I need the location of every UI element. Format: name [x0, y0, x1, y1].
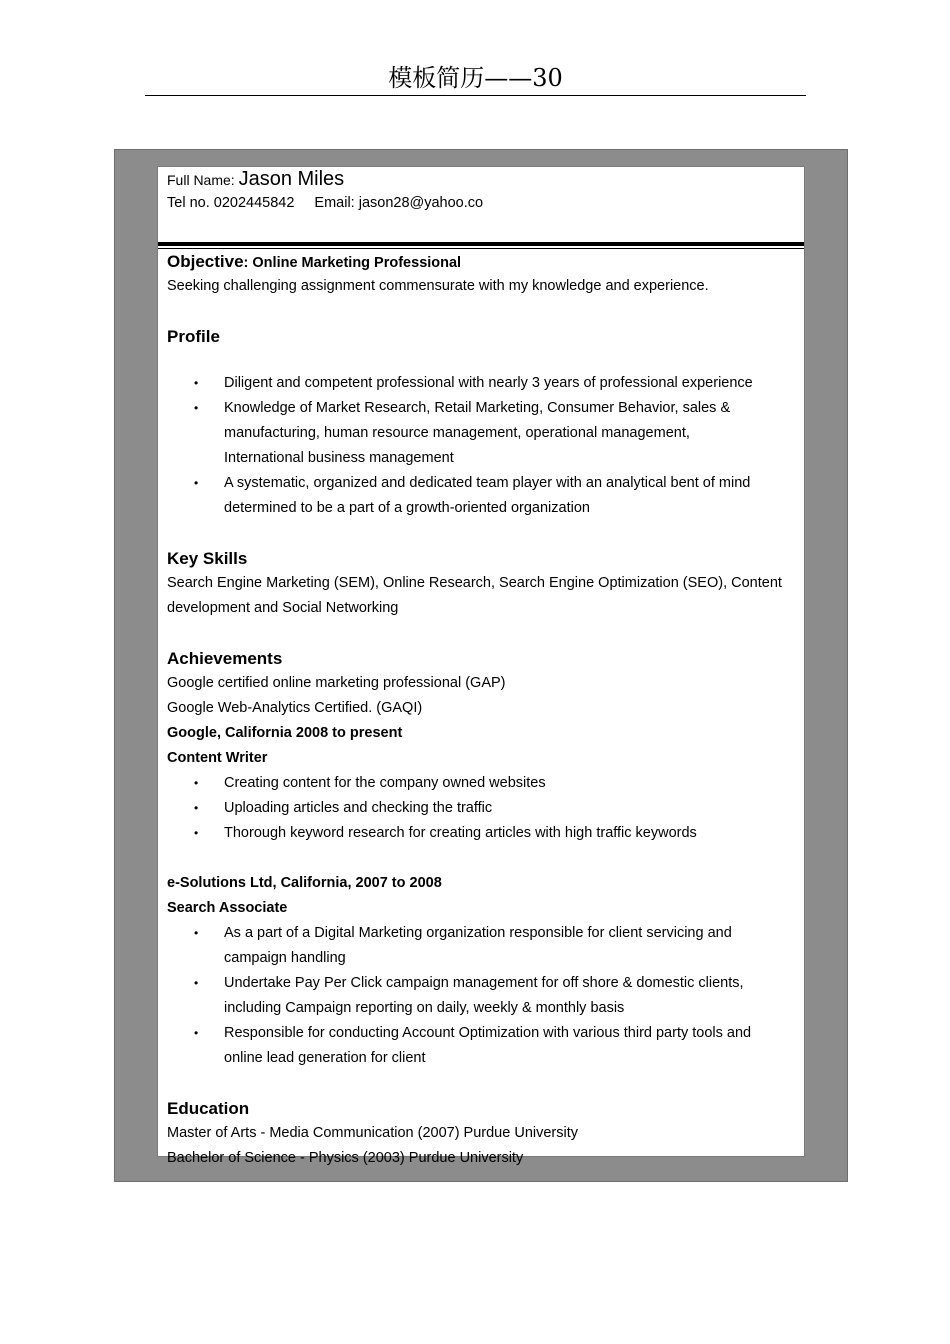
page-title: 模板简历——30: [145, 62, 806, 96]
bullet-continuation: online lead generation for client: [224, 1050, 426, 1066]
bullet-item: [167, 371, 799, 396]
bullet-item: [167, 821, 799, 846]
achievements-title: Achievements: [167, 649, 283, 668]
header-divider-thick: [158, 242, 804, 246]
profile-title: Profile: [167, 327, 220, 346]
bullet-item: [167, 771, 799, 796]
bullet-dot-icon: •: [194, 801, 199, 815]
full-name-line: [167, 167, 344, 192]
bullet-text: Thorough keyword research for creating articles with high traffic keywords: [224, 825, 697, 841]
job-role: Search Associate: [167, 900, 288, 916]
resume-body: [167, 249, 799, 1171]
bullet-item: [167, 796, 799, 821]
bullet-dot-icon: •: [194, 776, 199, 790]
key-skills-line: Search Engine Marketing (SEM), Online Research, Search Engine Optimization (SEO), Content: [167, 575, 782, 591]
achievement-item: Google Web-Analytics Certified. (GAQI): [167, 700, 423, 716]
profile-bullets: [167, 371, 799, 521]
bullet-continuation: manufacturing, human resource management, operational management,: [224, 425, 690, 441]
bullet-dot-icon: •: [194, 476, 199, 490]
bullet-item: [167, 396, 799, 421]
bullet-text: Creating content for the company owned websites: [224, 775, 546, 791]
resume-sheet: [157, 166, 805, 1166]
bullet-text: A systematic, organized and dedicated team player with an analytical bent of mind: [224, 475, 751, 491]
objective-subtitle: : Online Marketing Professional: [243, 255, 462, 271]
bullet-text: Responsible for conducting Account Optimization with various third party tools and: [224, 1025, 752, 1041]
job-company: Google, California 2008 to present: [167, 725, 403, 741]
bullet-continuation: International business management: [224, 450, 454, 466]
bullet-continuation: determined to be a part of a growth-oriented organization: [224, 500, 590, 516]
bullet-text: Diligent and competent professional with nearly 3 years of professional experience: [224, 375, 753, 391]
contact-line: [167, 193, 483, 213]
objective-text: Seeking challenging assignment commensurate with my knowledge and experience.: [167, 278, 709, 294]
bullet-item: [167, 471, 799, 496]
bullet-item: [167, 921, 799, 946]
telephone: Tel no. 0202445842: [167, 195, 295, 211]
bullet-item: [167, 1021, 799, 1046]
key-skills-line: development and Social Networking: [167, 600, 399, 616]
email: Email: jason28@yahoo.co: [314, 195, 484, 211]
education-title: Education: [167, 1099, 250, 1118]
bullet-text: Knowledge of Market Research, Retail Marketing, Consumer Behavior, sales &: [224, 400, 731, 416]
bullet-dot-icon: •: [194, 401, 199, 415]
full-name-label: Full Name:: [167, 172, 239, 188]
bullet-dot-icon: •: [194, 1026, 199, 1040]
education-item: Bachelor of Science - Physics (2003) Purdue University: [167, 1150, 524, 1166]
job-role: Content Writer: [167, 750, 268, 766]
bullet-dot-icon: •: [194, 976, 199, 990]
bullet-dot-icon: •: [194, 376, 199, 390]
job-bullets: [167, 921, 799, 1071]
bullet-continuation: including Campaign reporting on daily, weekly & monthly basis: [224, 1000, 625, 1016]
key-skills-title: Key Skills: [167, 549, 248, 568]
objective-heading: [167, 249, 799, 274]
bullet-text: As a part of a Digital Marketing organization responsible for client servicing and: [224, 925, 732, 941]
objective-title: Objective: [167, 252, 244, 271]
bullet-item: [167, 971, 799, 996]
bullet-text: Uploading articles and checking the traffic: [224, 800, 493, 816]
education-item: Master of Arts - Media Communication (2007) Purdue University: [167, 1125, 578, 1141]
job-company: e-Solutions Ltd, California, 2007 to 2008: [167, 875, 442, 891]
job-bullets: [167, 771, 799, 846]
bullet-continuation: campaign handling: [224, 950, 346, 966]
bullet-dot-icon: •: [194, 926, 199, 940]
bullet-text: Undertake Pay Per Click campaign management for off shore & domestic clients,: [224, 975, 744, 991]
achievement-item: Google certified online marketing professional (GAP): [167, 675, 506, 691]
bullet-dot-icon: •: [194, 826, 199, 840]
full-name-value: Jason Miles: [238, 168, 345, 190]
